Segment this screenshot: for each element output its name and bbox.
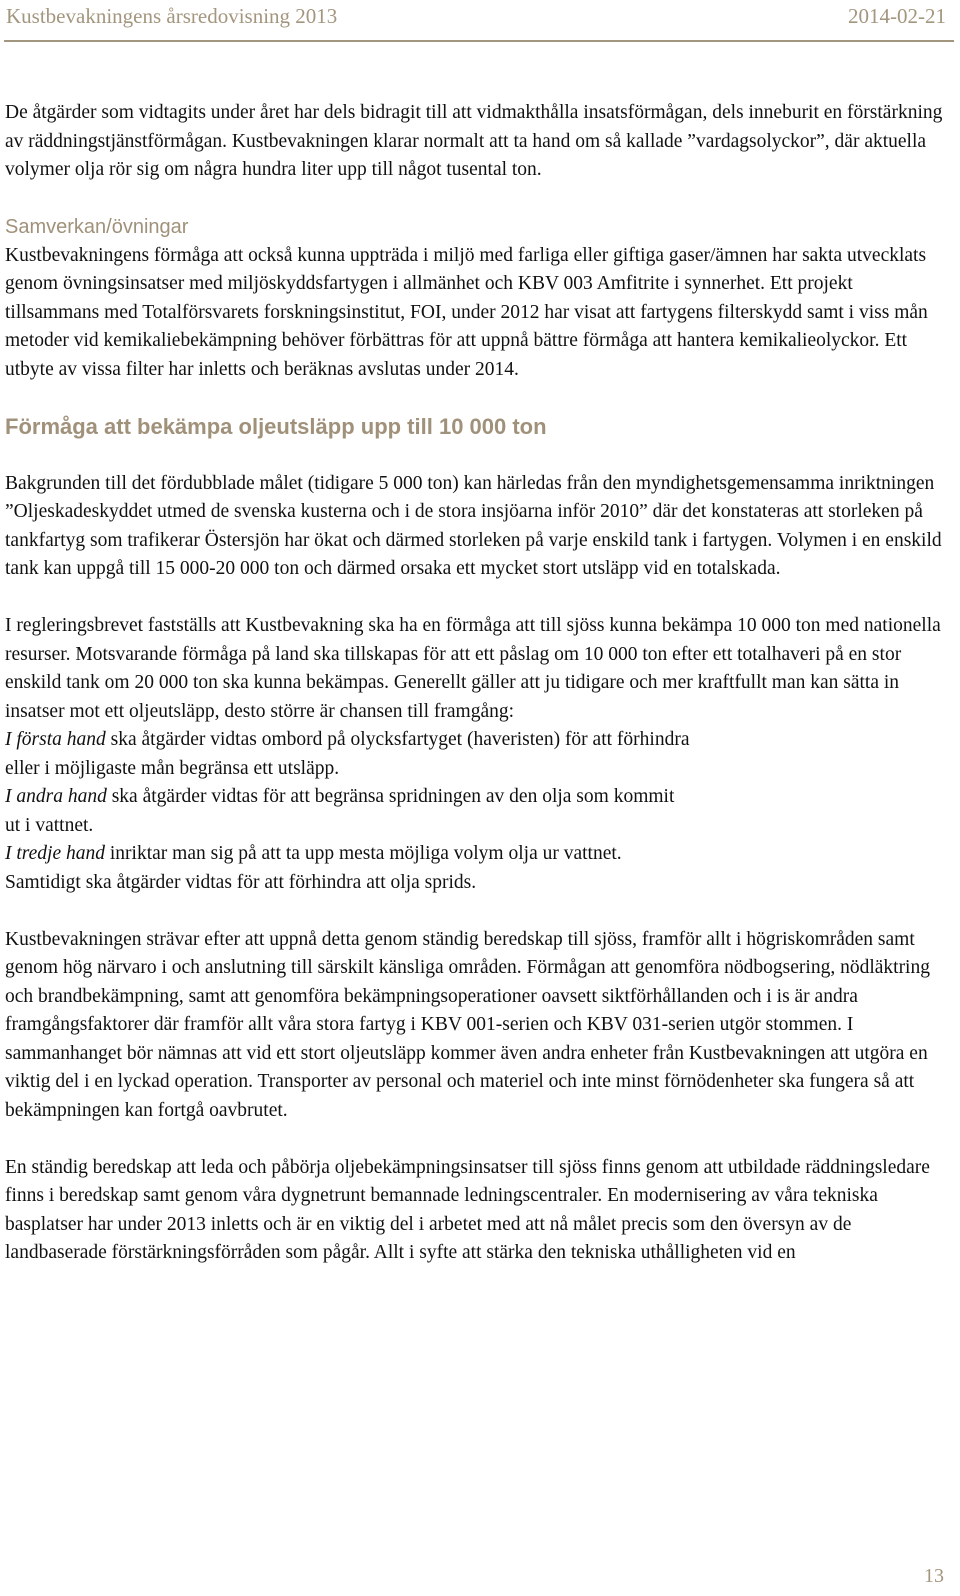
header-rule bbox=[4, 40, 954, 42]
samverkan-paragraph: Kustbevakningens förmåga att också kunna uppträda i miljö med farliga eller giftiga gaser/ämnen har sakta utvecklats genom övningsinsatser med miljöskyddsfartygen i allmänhet och KBV 003 Amfitrite i synnerhet. Ett projekt tillsammans med Totalförsvarets forskningsinstitut, FOI, under 2012 har visat att fartygens filterskydd samt i viss mån metoder vid kemikaliebekämpning behöver förbättras för att uppnå bättre förmåga att hantera kemikalieolyckor. Ett utbyte av vissa filter har inletts och beräknas avslutas under 2014. bbox=[5, 244, 928, 380]
list-item-1-cont: eller i möjligaste mån begränsa ett utsläpp. bbox=[5, 757, 340, 779]
intro-paragraph: De åtgärder som vidtagits under året har dels bidragit till att vidmakthålla insatsförmågan, dels inneburit en förstärkning av räddningstjänstförmågan. Kustbevakningen klarar normalt att ta hand om så kallade ”vardagsolyckor”, där aktuella volymer olja rör sig om några hundra liter upp till något tusental ton. bbox=[5, 102, 943, 180]
section-paragraph-2-text: I regleringsbrevet fastställs att Kustbevakning ska ha en förmåga att till sjöss kunna bekämpa 10 000 ton med nationella resurser. Motsvarande förmåga på land ska tillskapas för att ett påslag om 10 000 ton efter ett totalhaveri på en stor enskild tank om 20 000 ton ska kunna bekämpas. Generellt gäller att ju tidigare och mer kraftfullt man kan sätta in insatser mot ett oljeutsläpp, desto större är chansen till framgång: bbox=[5, 615, 941, 722]
list-item-1-lead: I första hand bbox=[5, 729, 106, 750]
list-item-3-cont: Samtidigt ska åtgärder vidtas för att förhindra att olja sprids. bbox=[5, 871, 477, 893]
list-item-2-line1: ska åtgärder vidtas för att begränsa spridningen av den olja som kommit bbox=[106, 786, 675, 807]
page-number: 13 bbox=[924, 1565, 944, 1587]
section-paragraph-4: En ständig beredskap att leda och påbörja oljebekämpningsinsatser till sjöss finns genom att utbildade räddningsledare finns i beredskap samt genom våra dygnetrunt bemannade ledningscentraler. En modernisering av våra tekniska basplatser har under 2013 inletts och är en viktig del i arbetet med att nå målet precis som den översyn av de landbaserade förstärkningsförråden som pågår. Allt i syfte att stärka den tekniska uthålligheten vid en bbox=[5, 1156, 930, 1263]
list-item-3 bbox=[5, 840, 945, 869]
section-paragraph-2 bbox=[5, 612, 945, 897]
list-item-2-cont: ut i vattnet. bbox=[5, 814, 94, 836]
section-heading: Förmåga att bekämpa oljeutsläpp upp till 10 000 ton bbox=[5, 413, 547, 439]
samverkan-heading: Samverkan/övningar bbox=[5, 216, 189, 238]
list-item-2-lead: I andra hand bbox=[5, 786, 107, 807]
list-item-3-line1: inriktar man sig på att ta upp mesta möjliga volym olja ur vattnet. bbox=[105, 843, 622, 864]
list-item-2 bbox=[5, 783, 945, 812]
list-item-3-lead: I tredje hand bbox=[5, 843, 106, 864]
document-body bbox=[5, 99, 945, 1268]
header-title: Kustbevakningens årsredovisning 2013 bbox=[6, 4, 338, 28]
section-paragraph-3: Kustbevakningen strävar efter att uppnå detta genom ständig beredskap till sjöss, framför allt i högriskområden samt genom hög närvaro i och anslutning till särskilt känsliga områden. Förmågan att genomföra nödbogsering, nödläktring och brandbekämpning, samt att genomföra bekämpningsoperationer oavsett siktförhållanden och i is är andra framgångsfaktorer där framför allt våra stora fartyg i KBV 001-serien och KBV 031-serien utgör stommen. I sammanhanget bör nämnas att vid ett stort oljeutsläpp kommer även andra enheter från Kustbevakningen att utgöra en viktig del i en lyckad operation. Transporter av personal och materiel och inte minst förnödenheter ska fungera så att bekämpningen kan fortgå oavbrutet. bbox=[5, 928, 930, 1121]
list-item-1-line1: ska åtgärder vidtas ombord på olycksfartyget (haveristen) för att förhindra bbox=[105, 729, 690, 750]
section-paragraph-1: Bakgrunden till det fördubblade målet (tidigare 5 000 ton) kan härledas från den myndighetsgemensamma inriktningen ”Oljeskadeskyddet utmed de svenska kusterna och i de stora insjöarna inför 2010” där det konstateras att storleken på tankfartyg som trafikerar Östersjön har ökat och därmed storleken på varje enskild tank i fartygen. Volymen i en enskild tank kan uppgå till 15 000-20 000 ton och därmed orsaka ett mycket stort utsläpp vid en totalskada. bbox=[5, 472, 942, 579]
header-date: 2014-02-21 bbox=[848, 4, 946, 28]
list-item-1 bbox=[5, 726, 945, 755]
